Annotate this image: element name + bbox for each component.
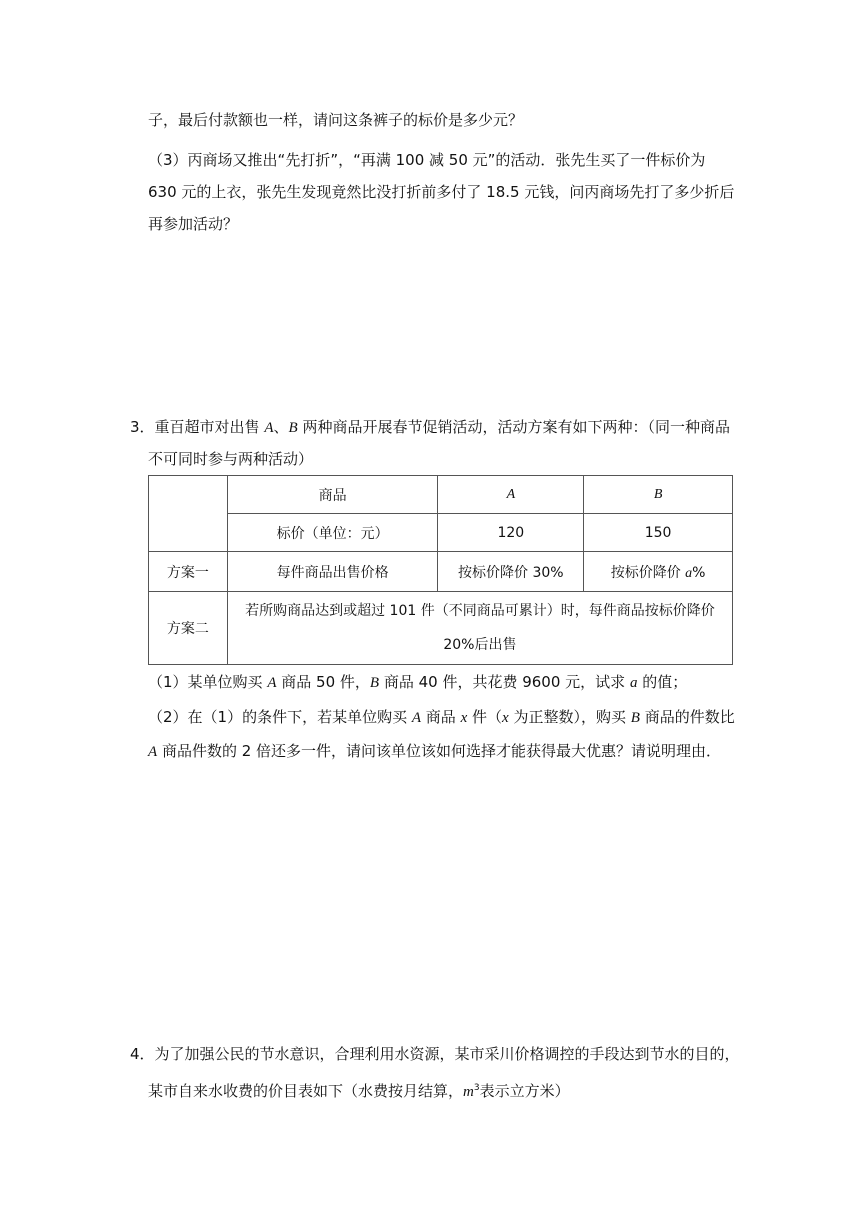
- table-price-A: 120: [438, 514, 584, 552]
- table-plan1-desc: 每件商品出售价格: [227, 552, 438, 592]
- text: 的值；: [637, 673, 688, 691]
- table-row: [149, 552, 733, 592]
- table-corner-cell: [149, 476, 228, 552]
- unit-superscript: 3: [473, 1083, 480, 1093]
- variable-B: B: [288, 420, 298, 436]
- variable-A: A: [267, 675, 277, 691]
- text: 件（: [467, 708, 503, 726]
- text: （1）某单位购买: [148, 673, 268, 691]
- variable-a: a: [629, 675, 638, 691]
- text: （2）在（1）的条件下，若某单位购买: [148, 708, 412, 726]
- table-price-B: 150: [584, 514, 733, 552]
- plan2-line: 若所购商品达到或超过 101 件（不同商品可累计）时，每件商品按标价降价: [245, 603, 715, 619]
- table-plan1-A: 按标价降价 30%: [438, 552, 584, 592]
- q3-part2-line2: [148, 741, 721, 762]
- text: 商品 50 件，: [276, 673, 370, 691]
- table-plan1-label: 方案一: [149, 552, 228, 592]
- q4-number: 4．: [130, 1045, 155, 1063]
- table-plan1-B: [584, 552, 733, 592]
- table-header-A: A: [438, 476, 584, 514]
- plan1-B-text: 按标价降价: [610, 564, 686, 581]
- variable-A: A: [264, 420, 274, 436]
- variable-A: A: [148, 744, 158, 760]
- q4-stem-line2: [148, 1078, 570, 1102]
- text: 为了加强公民的节水意识，合理利用水资源，某市采川价格调控的手段达到节水的目的，: [154, 1045, 740, 1063]
- text: 表示立方米）: [479, 1082, 570, 1100]
- variable-x: x: [460, 710, 468, 726]
- variable-B: B: [630, 710, 640, 726]
- q2-text-line: 子，最后付款额也一样，请问这条裤子的标价是多少元？: [148, 111, 524, 129]
- variable-A: A: [411, 710, 422, 726]
- variable-x: x: [502, 710, 509, 726]
- table-plan2-label: 方案二: [149, 592, 228, 665]
- text: 商品: [421, 708, 461, 726]
- promotion-table: [148, 475, 733, 665]
- table-header-B: B: [584, 476, 733, 514]
- text: 商品的件数比: [639, 708, 735, 726]
- q3-stem-text: 两种商品开展春节促销活动，活动方案有如下两种：（同一种商品: [297, 418, 730, 436]
- table-plan2-desc: [227, 592, 732, 665]
- q3-part1: [148, 672, 687, 693]
- plan1-B-percent: %: [692, 564, 706, 581]
- q2-part3-line: 再参加活动？: [148, 215, 239, 233]
- plan2-line: 20%后出售: [443, 637, 517, 653]
- q3-stem: [130, 417, 730, 438]
- table-row: [149, 592, 733, 665]
- text: 某市自来水收费的价目表如下（水费按月结算，: [148, 1082, 464, 1100]
- q4-stem: [130, 1044, 740, 1064]
- text: 商品 40 件，共花费 9600 元，试求: [379, 673, 630, 691]
- text: 商品件数的 2 倍还多一件，请问该单位该如何选择才能获得最大优惠？请说明理由．: [157, 742, 722, 760]
- table-row: [149, 514, 733, 552]
- q3-sep: 、: [273, 418, 289, 436]
- q3-stem-text: 重百超市对出售: [154, 418, 265, 436]
- table-header-goods: 商品: [227, 476, 438, 514]
- q3-number: 3．: [130, 418, 155, 436]
- variable-a: a: [685, 565, 693, 581]
- table-row: [149, 476, 733, 514]
- unit-m: m: [463, 1084, 474, 1100]
- q2-part3-line: 630 元的上衣，张先生发现竟然比没打折前多付了 18.5 元钱，问丙商场先打了多少折后: [148, 183, 735, 201]
- variable-B: B: [369, 675, 380, 691]
- q2-part3-line: （3）丙商场又推出“先打折”，“再满 100 减 50 元”的活动．张先生买了一件标价为: [148, 151, 706, 169]
- text: 为正整数），购买: [508, 708, 631, 726]
- table-price-label: 标价（单位：元）: [227, 514, 438, 552]
- q3-part2: [148, 707, 735, 728]
- q3-stem-line2: 不可同时参与两种活动）: [148, 450, 314, 468]
